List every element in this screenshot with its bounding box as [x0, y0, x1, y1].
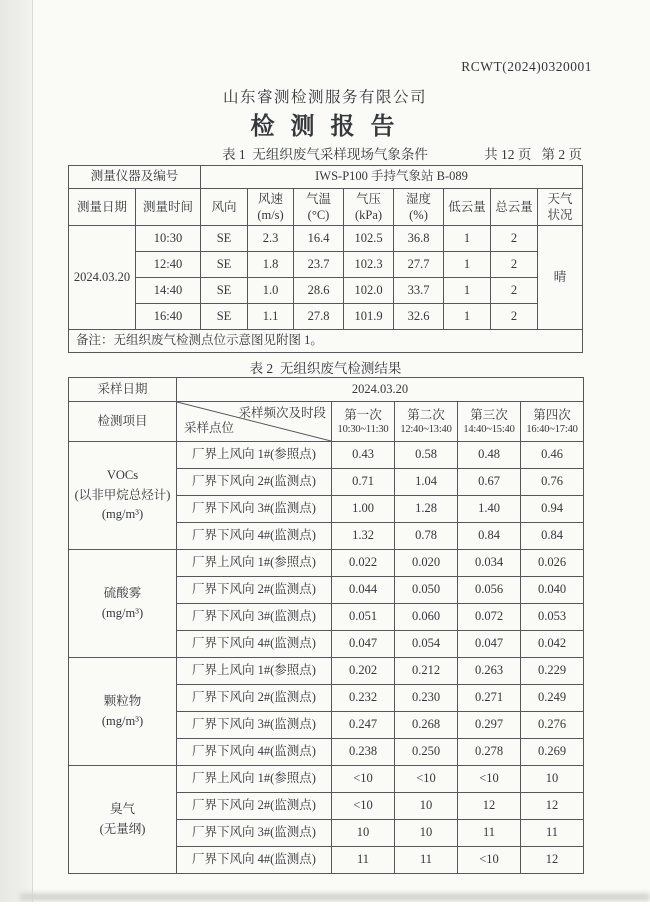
col-header-time: 测量时间: [136, 189, 201, 226]
table-row: 厂界下风向 3#(监测点) 10 10 11 11: [69, 820, 584, 847]
table-row: 厂界下风向 2#(监测点) 0.71 1.04 0.67 0.76: [69, 469, 584, 496]
table-row: 厂界下风向 2#(监测点) 0.232 0.230 0.271 0.249: [69, 685, 584, 712]
instrument-label: 测量仪器及编号: [69, 166, 201, 189]
page-info: 共 12 页 第 2 页: [484, 147, 582, 162]
col-header-pressure: 气压 (kPa): [344, 189, 394, 226]
period-header-4: 第四次 16:40~17:40: [521, 402, 584, 442]
table-row: 厂界下风向 4#(监测点) 1.32 0.78 0.84 0.84: [69, 523, 584, 550]
table1-header-row: [69, 189, 583, 226]
weather-conditions-table: [68, 165, 583, 353]
table-row: 厂界下风向 3#(监测点) 0.051 0.060 0.072 0.053: [69, 604, 584, 631]
table-row: 2024.03.20 10:30 SE 2.3 16.4 102.5 36.8 1 2 晴: [69, 226, 583, 252]
instrument-row: [69, 166, 583, 189]
table-row: 臭气 (无量纲) 厂界上风向 1#(参照点) <10 <10 <10 10: [69, 766, 584, 793]
table-row: 厂界下风向 3#(监测点) 1.00 1.28 1.40 0.94: [69, 496, 584, 523]
table2-caption: 表 2 无组织废气检测结果: [249, 361, 402, 376]
diagonal-header-cell: [177, 402, 332, 442]
weather-status: 晴: [538, 226, 583, 330]
item-odor: 臭气 (无量纲): [69, 766, 177, 874]
table-row: 16:40 SE 1.1 27.8 101.9 32.6 1 2: [69, 304, 583, 330]
table-row: 厂界下风向 3#(监测点) 0.247 0.268 0.297 0.276: [69, 712, 584, 739]
table-row: 14:40 SE 1.0 28.6 102.0 33.7 1 2: [69, 278, 583, 304]
col-header-wind-speed: 风速 (m/s): [248, 189, 294, 226]
period-header-1: 第一次 10:30~11:30: [332, 402, 395, 442]
measure-date: 2024.03.20: [69, 226, 136, 330]
col-header-total-cloud: 总云量: [491, 189, 538, 226]
table2-header-row: [69, 402, 584, 442]
item-particulates: 颗粒物 (mg/m³): [69, 658, 177, 766]
diag-frequency-label: 采样频次及时段: [238, 406, 326, 420]
col-header-weather: 天气 状况: [538, 189, 583, 226]
table-row: 厂界下风向 2#(监测点) 0.044 0.050 0.056 0.040: [69, 577, 584, 604]
instrument-value: IWS-P100 手持气象站 B-089: [201, 166, 583, 189]
period-header-2: 第二次 12:40~13:40: [395, 402, 458, 442]
col-header-humidity: 湿度 (%): [394, 189, 444, 226]
table-row: 厂界下风向 4#(监测点) 11 11 <10 12: [69, 847, 584, 874]
item-vocs: VOCs (以非甲烷总烃计) (mg/m³): [69, 442, 177, 550]
table-row: 厂界下风向 2#(监测点) <10 10 12 12: [69, 793, 584, 820]
col-header-low-cloud: 低云量: [444, 189, 491, 226]
detection-results-table: [68, 377, 584, 874]
company-name: 山东睿测检测服务有限公司: [222, 89, 427, 106]
diag-point-label: 采样点位: [184, 421, 235, 436]
table1-caption: 表 1 无组织废气采样现场气象条件: [222, 147, 428, 162]
table-row: 硫酸雾 (mg/m³) 厂界上风向 1#(参照点) 0.022 0.020 0.034 0.026: [69, 550, 584, 577]
report-number: RCWT(2024)0320001: [461, 59, 592, 74]
col-header-wind-dir: 风向: [201, 189, 248, 226]
table1-caption-row: [68, 143, 582, 161]
report-title: 检 测 报 告: [250, 114, 400, 140]
table-row: 厂界下风向 4#(监测点) 0.238 0.250 0.278 0.269: [69, 739, 584, 766]
sample-date-value: 2024.03.20: [177, 378, 584, 402]
item-sulfuric-mist: 硫酸雾 (mg/m³): [69, 550, 177, 658]
table-row: 厂界下风向 4#(监测点) 0.047 0.054 0.047 0.042: [69, 631, 584, 658]
col-header-temp: 气温 (°C): [294, 189, 344, 226]
sample-date-row: [69, 378, 584, 402]
item-column-header: 检测项目: [69, 402, 177, 442]
paper-bottom-shadow: [20, 893, 650, 901]
period-header-3: 第三次 14:40~15:40: [458, 402, 521, 442]
scan-background: [0, 902, 650, 919]
table-row: 颗粒物 (mg/m³) 厂界上风向 1#(参照点) 0.202 0.212 0.263 0.229: [69, 658, 584, 685]
table-row: 12:40 SE 1.8 23.7 102.3 27.7 1 2: [69, 252, 583, 278]
col-header-date: 测量日期: [69, 189, 136, 226]
note-row: [69, 330, 583, 353]
sample-date-label: 采样日期: [69, 378, 177, 402]
table-row: VOCs (以非甲烷总烃计) (mg/m³) 厂界上风向 1#(参照点) 0.43 0.58 0.48 0.46: [69, 442, 584, 469]
table1-note: 备注：无组织废气检测点位示意图见附图 1。: [69, 330, 583, 353]
